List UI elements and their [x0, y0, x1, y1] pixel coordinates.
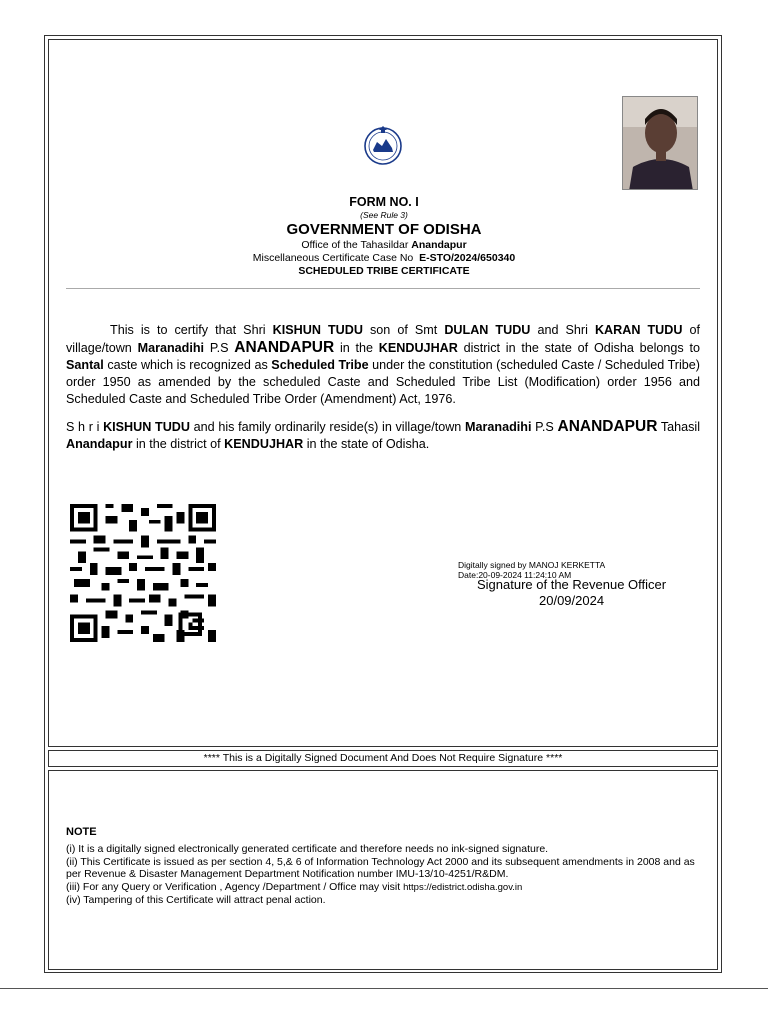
- digital-signature-notice: **** This is a Digitally Signed Document And Does Not Require Signature ****: [48, 750, 718, 767]
- note-item: (i) It is a digitally signed electronically generated certificate and therefore needs no ink-signed signature.: [66, 843, 549, 855]
- government-title: GOVERNMENT OF ODISHA: [286, 221, 482, 238]
- form-number: FORM NO. I: [349, 195, 419, 209]
- signature-date: 20/09/2024: [539, 593, 605, 608]
- edistrict-link[interactable]: https://edistrict.odisha.gov.in: [403, 881, 523, 893]
- note-item: (iv) Tampering of this Certificate will attract penal action.: [66, 894, 326, 906]
- note-item: (iii) For any Query or Verification , Agency /Department / Office may visit https://edistrict.odisha.gov.in: [66, 880, 523, 893]
- applicant-photo: [622, 96, 698, 190]
- see-rule: (See Rule 3): [360, 210, 408, 220]
- office-line: Office of the Tahasildar Anandapur: [301, 239, 467, 251]
- notes-list: [66, 843, 706, 907]
- verification-qr-code[interactable]: [70, 504, 216, 642]
- certificate-type: SCHEDULED TRIBE CERTIFICATE: [298, 265, 470, 277]
- certification-paragraph: This is to certify that Shri KISHUN TUDU son of Smt DULAN TUDU and Shri KARAN TUDU of village/town Maranadihi P.S ANANDAPUR in the KENDUJHAR district in the state of Odisha belongs to Santal caste which is recognized as Scheduled Tribe under the constitution (scheduled Caste / Scheduled Tribe) order 1950 as amended by the scheduled Caste and Scheduled Tribe List (Modification) order 1956 and Scheduled Caste and Scheduled Tribe Order (Amendment) Act, 1976.: [66, 323, 701, 406]
- header-divider: [66, 288, 700, 289]
- revenue-officer-signature-label: Signature of the Revenue Officer: [477, 577, 667, 592]
- note-item: (ii) This Certificate is issued as per section 4, 5,& 6 of Information Technology Act 2000 and its subsequent amendments in 2008 and as per Revenue & Disaster Management Department Notification number IMU-13/10-4251/R&DM.: [66, 855, 695, 880]
- residence-paragraph: S h r i KISHUN TUDU and his family ordinarily reside(s) in village/town Maranadihi P.S ANANDAPUR Tahasil Anandapur in the district of KENDUJHAR in the state of Odisha.: [66, 418, 701, 451]
- notes-heading: NOTE: [66, 826, 97, 838]
- page-bottom-rule: [0, 988, 768, 989]
- case-number-line: Miscellaneous Certificate Case No E-STO/2024/650340: [252, 252, 516, 264]
- digital-signature-stamp: Digitally signed by MANOJ KERKETTA Date:20-09-2024 11:24:10 AM: [458, 560, 606, 580]
- odisha-emblem-icon: [362, 124, 404, 166]
